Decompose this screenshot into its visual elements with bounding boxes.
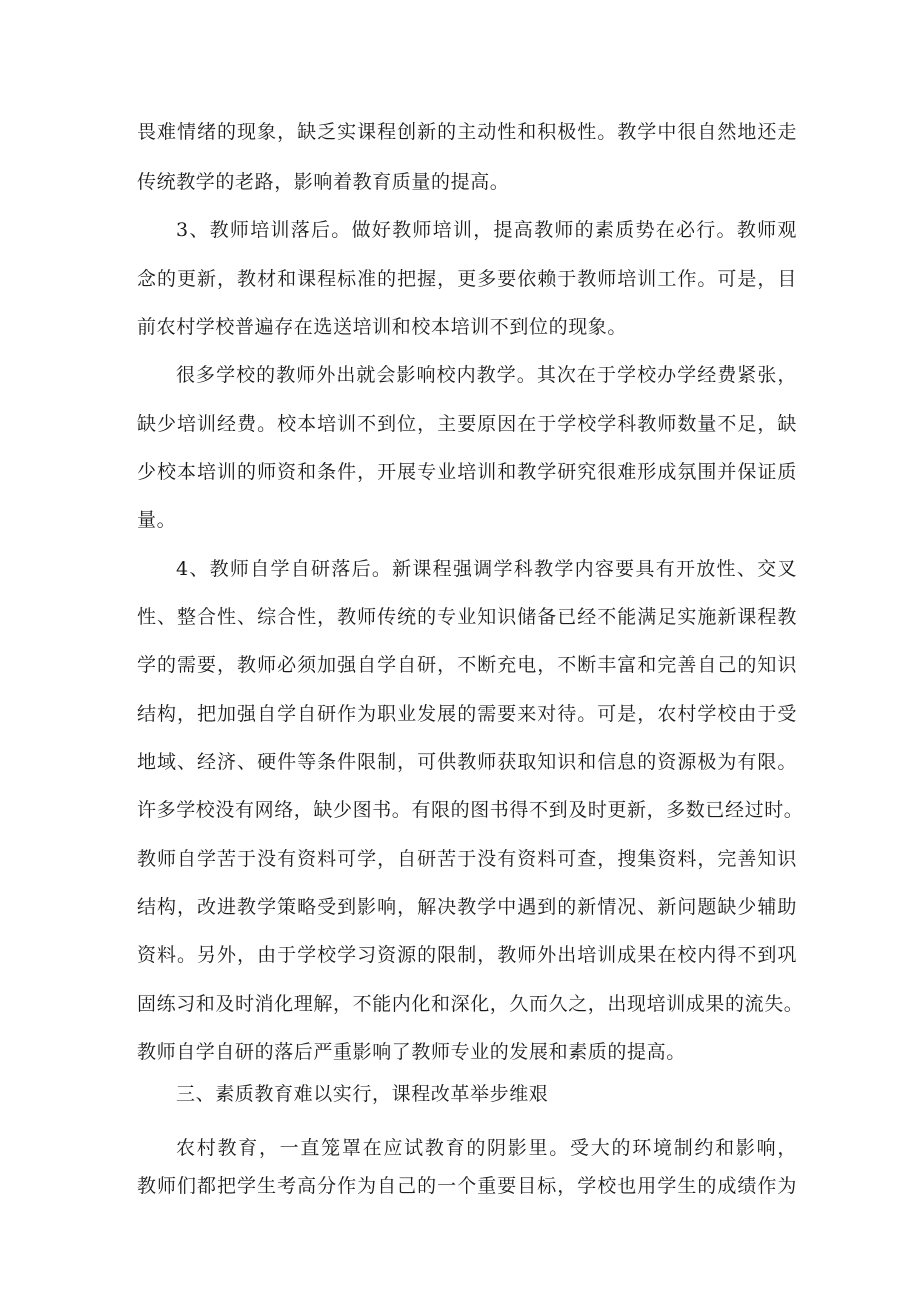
text-line: 教师自学自研的落后严重影响了教师专业的发展和素质的提高。: [137, 1041, 686, 1063]
text-line: 性、整合性、综合性，教师传统的专业知识储备已经不能满足实施新课程教: [137, 606, 797, 628]
text-line: 教师自学苦于没有资料可学，自研苦于没有资料可查，搜集资料，完善知识: [137, 848, 797, 870]
text-line: 前农村学校普遍存在选送培训和校本培训不到位的现象。: [137, 316, 628, 338]
text-line: 农村教育，一直笼罩在应试教育的阴影里。受大的环境制约和影响，: [176, 1137, 797, 1159]
section-heading: 三、素质教育难以实行，课程改革举步维艰: [176, 1083, 549, 1105]
text-line: 量。: [137, 509, 177, 531]
text-line: 传统教学的老路，影响着教育质量的提高。: [137, 171, 510, 193]
text-line: 畏难情绪的现象，缺乏实课程创新的主动性和积极性。教学中很自然地还走: [137, 121, 797, 143]
text-line: 固练习和及时消化理解，不能内化和深化，久而久之，出现培训成果的流失。: [137, 993, 804, 1015]
text-line: 资料。另外，由于学校学习资源的限制，教师外出培训成果在校内得不到巩: [137, 944, 797, 966]
paragraph-4-heading-line: 4、教师自学自研落后。新课程强调学科教学内容要具有开放性、交叉: [176, 558, 797, 580]
text-line: 很多学校的教师外出就会影响校内教学。其次在于学校办学经费紧张，: [176, 364, 797, 386]
text-line: 结构，把加强自学自研作为职业发展的需要来对待。可是，农村学校由于受: [137, 703, 797, 725]
text-line: 学的需要，教师必须加强自学自研，不断充电，不断丰富和完善自己的知识: [137, 654, 797, 676]
text-line: 许多学校没有网络，缺少图书。有限的图书得不到及时更新，多数已经过时。: [137, 799, 804, 821]
text-line: 教师们都把学生考高分作为自己的一个重要目标，学校也用学生的成绩作为: [137, 1175, 797, 1197]
text-line: 念的更新，教材和课程标准的把握，更多要依赖于教师培训工作。可是，目: [137, 268, 797, 290]
text-line: 结构，改进教学策略受到影响，解决教学中遇到的新情况、新问题缺少辅助: [137, 896, 797, 918]
text-line: 少校本培训的师资和条件，开展专业培训和教学研究很难形成氛围并保证质: [137, 461, 797, 483]
text-line: 缺少培训经费。校本培训不到位，主要原因在于学校学科教师数量不足，缺: [137, 413, 797, 435]
text-line: 地域、经济、硬件等条件限制，可供教师获取知识和信息的资源极为有限。: [137, 751, 797, 773]
paragraph-3-heading-line: 3、教师培训落后。做好教师培训，提高教师的素质势在必行。教师观: [176, 219, 797, 241]
